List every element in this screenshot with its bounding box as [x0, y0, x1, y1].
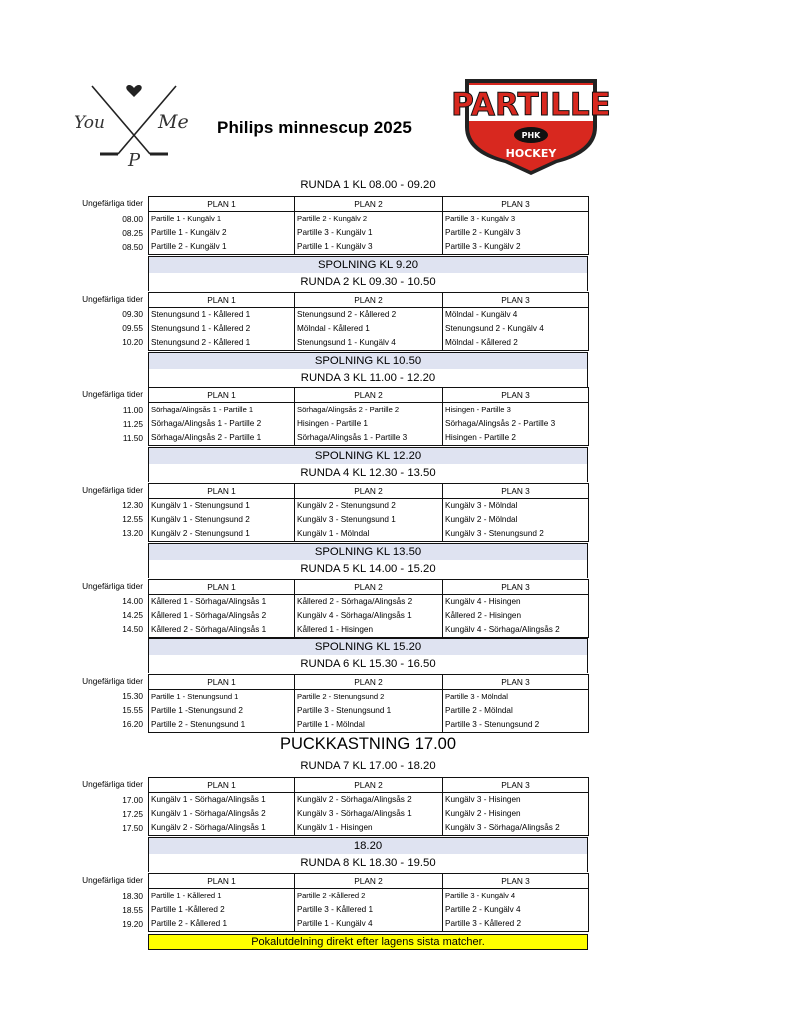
- plan-1-header: PLAN 1: [149, 388, 295, 403]
- match-cell: Kungälv 3 - Sörhaga/Alingsås 1: [297, 809, 412, 818]
- match-cell: Kungälv 1 - Stenungsund 2: [151, 515, 250, 524]
- time-label: 16.20: [122, 719, 143, 729]
- time-label: 17.25: [122, 809, 143, 819]
- match-cell: Stenungsund 1 - Kungälv 4: [297, 338, 396, 347]
- time-label: 18.30: [122, 891, 143, 901]
- time-label: 11.50: [122, 433, 143, 443]
- match-cell: Partille 3 - Kungälv 4: [445, 891, 516, 900]
- match-cell: Sörhaga/Alingsås 1 - Partille 3: [297, 433, 408, 442]
- time-label: 08.00: [122, 214, 143, 224]
- match-cell: Hisingen - Partille 1: [297, 419, 368, 428]
- match-cell: Kungälv 1 - Stenungsund 1: [151, 501, 250, 510]
- match-cell: Kungälv 3 - Stenungsund 2: [445, 529, 544, 538]
- match-cell: Partille 2 - Mölndal: [445, 706, 513, 715]
- times-label: Ungefärliga tider: [82, 676, 143, 686]
- match-cell: Mölndal - Kungälv 4: [445, 310, 518, 319]
- round-5-table: [148, 579, 589, 638]
- round-2-times: [0, 307, 148, 349]
- svg-text:You: You: [74, 113, 105, 133]
- time-label: 12.30: [122, 500, 143, 510]
- match-cell: Kållered 2 - Sörhaga/Alingsås 2: [297, 597, 413, 606]
- match-cell: Kungälv 3 - Stenungsund 1: [297, 515, 396, 524]
- time-label: 09.55: [122, 323, 143, 333]
- match-cell: Partille 2 -Kållered 2: [297, 891, 366, 900]
- match-cell: Partille 1 - Stenungsund 1: [151, 692, 239, 701]
- match-cell: Kungälv 2 - Stenungsund 2: [297, 501, 396, 510]
- match-cell: Partille 2 - Kållered 1: [151, 919, 227, 928]
- plan-3-header: PLAN 3: [443, 675, 589, 690]
- match-cell: Partille 3 - Kungälv 1: [297, 228, 373, 237]
- round-3-title: RUNDA 3 KL 11.00 - 12.20: [148, 369, 588, 387]
- heart-icon: [126, 85, 141, 97]
- match-cell: Mölndal - Kållered 1: [297, 324, 370, 333]
- match-cell: Partille 1 - Kungälv 2: [151, 228, 227, 237]
- times-label: Ungefärliga tider: [82, 875, 143, 885]
- time-label: 12.55: [122, 514, 143, 524]
- round-1-title: RUNDA 1 KL 08.00 - 09.20: [148, 179, 588, 195]
- round-5-times: [0, 594, 148, 636]
- match-cell: Partille 3 - Kållered 2: [445, 919, 521, 928]
- svg-text:P: P: [128, 150, 141, 171]
- match-cell: Kungälv 2 - Mölndal: [445, 515, 518, 524]
- match-cell: Partille 3 - Mölndal: [445, 692, 508, 701]
- award-ceremony-note: Pokalutdelning direkt efter lagens sista matcher.: [148, 934, 588, 950]
- plan-1-header: PLAN 1: [149, 874, 295, 889]
- round-8-table: [148, 873, 589, 932]
- round-4-times: [0, 498, 148, 540]
- plan-1-header: PLAN 1: [149, 778, 295, 793]
- plan-1-header: PLAN 1: [149, 197, 295, 212]
- plan-2-header: PLAN 2: [295, 197, 443, 212]
- svg-text:HOCKEY: HOCKEY: [505, 147, 557, 160]
- match-cell: Partille 1 - Kållered 1: [151, 891, 222, 900]
- svg-text:PHK: PHK: [521, 131, 541, 140]
- match-cell: Partille 3 - Kållered 1: [297, 905, 373, 914]
- plan-3-header: PLAN 3: [443, 293, 589, 308]
- match-cell: Hisingen - Partille 2: [445, 433, 516, 442]
- you-me-logo: [70, 80, 198, 170]
- match-cell: Hisingen - Partille 3: [445, 405, 511, 414]
- times-label: Ungefärliga tider: [82, 779, 143, 789]
- plan-2-header: PLAN 2: [295, 293, 443, 308]
- plan-3-header: PLAN 3: [443, 197, 589, 212]
- round-8-title: RUNDA 8 KL 18.30 - 19.50: [148, 854, 588, 872]
- resurfacing-banner: SPOLNING KL 13.50: [148, 543, 588, 560]
- plan-2-header: PLAN 2: [295, 484, 443, 499]
- time-label: 19.20: [122, 919, 143, 929]
- round-3-table: [148, 387, 589, 446]
- match-cell: Partille 1 -Kållered 2: [151, 905, 225, 914]
- round-6-title: RUNDA 6 KL 15.30 - 16.50: [148, 655, 588, 673]
- match-cell: Kungälv 1 - Hisingen: [297, 823, 373, 832]
- match-cell: Partille 1 - Kungälv 1: [151, 214, 222, 223]
- match-cell: Kungälv 2 - Stenungsund 1: [151, 529, 250, 538]
- match-cell: Kungälv 2 - Sörhaga/Alingsås 1: [151, 823, 266, 832]
- match-cell: Partille 3 - Stenungsund 2: [445, 720, 540, 729]
- match-cell: Partille 2 - Kungälv 1: [151, 242, 227, 251]
- match-cell: Partille 1 - Kungälv 3: [297, 242, 373, 251]
- resurfacing-banner: SPOLNING KL 12.20: [148, 447, 588, 464]
- round-8-times: [0, 889, 148, 931]
- plan-2-header: PLAN 2: [295, 874, 443, 889]
- match-cell: Kungälv 4 - Sörhaga/Alingsås 1: [297, 611, 412, 620]
- round-4-table: [148, 483, 589, 542]
- match-cell: Stenungsund 2 - Kungälv 4: [445, 324, 544, 333]
- match-cell: Stenungsund 1 - Kållered 2: [151, 324, 251, 333]
- time-label: 15.55: [122, 705, 143, 715]
- match-cell: Partille 2 - Stenungsund 1: [151, 720, 246, 729]
- time-label: 09.30: [122, 309, 143, 319]
- match-cell: Partille 1 - Kungälv 4: [297, 919, 373, 928]
- match-cell: Stenungsund 2 - Kållered 2: [297, 310, 397, 319]
- plan-2-header: PLAN 2: [295, 388, 443, 403]
- match-cell: Kungälv 4 - Hisingen: [445, 597, 521, 606]
- match-cell: Partille 2 - Kungälv 3: [445, 228, 521, 237]
- time-label: 17.50: [122, 823, 143, 833]
- match-cell: Partille 3 - Stenungsund 1: [297, 706, 392, 715]
- match-cell: Kållered 1 - Sörhaga/Alingsås 1: [151, 597, 267, 606]
- match-cell: Partille 3 - Kungälv 3: [445, 214, 516, 223]
- match-cell: Sörhaga/Alingsås 2 - Partille 1: [151, 433, 262, 442]
- plan-2-header: PLAN 2: [295, 675, 443, 690]
- round-2-table: [148, 292, 589, 351]
- time-label: 18.55: [122, 905, 143, 915]
- partille-hockey-logo: [451, 75, 611, 177]
- round-7-table: [148, 777, 589, 836]
- match-cell: Stenungsund 1 - Kållered 1: [151, 310, 251, 319]
- time-label: 08.25: [122, 228, 143, 238]
- round-6-times: [0, 689, 148, 731]
- time-label: 11.25: [122, 419, 143, 429]
- time-label: 13.20: [122, 528, 143, 538]
- match-cell: Kungälv 1 - Mölndal: [297, 529, 370, 538]
- time-label: 15.30: [122, 691, 143, 701]
- match-cell: Stenungsund 2 - Kållered 1: [151, 338, 251, 347]
- time-label: 14.50: [122, 624, 143, 634]
- resurfacing-banner: SPOLNING KL 15.20: [148, 638, 588, 655]
- times-label: Ungefärliga tider: [82, 485, 143, 495]
- plan-1-header: PLAN 1: [149, 675, 295, 690]
- match-cell: Kungälv 1 - Sörhaga/Alingsås 2: [151, 809, 266, 818]
- match-cell: Kungälv 3 - Sörhaga/Alingsås 2: [445, 823, 560, 832]
- match-cell: Partille 3 - Kungälv 2: [445, 242, 521, 251]
- resurfacing-banner: SPOLNING KL 9.20: [148, 256, 588, 273]
- times-label: Ungefärliga tider: [82, 198, 143, 208]
- partille-shield-icon: [451, 75, 611, 177]
- round-7-title: RUNDA 7 KL 17.00 - 18.20: [148, 760, 588, 776]
- round-1-times: [0, 212, 148, 254]
- svg-text:Me: Me: [158, 111, 189, 133]
- time-label: 14.00: [122, 596, 143, 606]
- time-label: 17.00: [122, 795, 143, 805]
- plan-1-header: PLAN 1: [149, 484, 295, 499]
- match-cell: Sörhaga/Alingsås 2 - Partille 2: [297, 405, 400, 414]
- round-6-table: [148, 674, 589, 733]
- plan-3-header: PLAN 3: [443, 388, 589, 403]
- plan-2-header: PLAN 2: [295, 580, 443, 595]
- match-cell: Kungälv 3 - Hisingen: [445, 795, 521, 804]
- match-cell: Kungälv 3 - Mölndal: [445, 501, 518, 510]
- match-cell: Kållered 2 - Sörhaga/Alingsås 1: [151, 625, 267, 634]
- round-3-times: [0, 403, 148, 445]
- plan-3-header: PLAN 3: [443, 778, 589, 793]
- match-cell: Kungälv 2 - Hisingen: [445, 809, 521, 818]
- match-cell: Partille 2 - Kungälv 4: [445, 905, 521, 914]
- times-label: Ungefärliga tider: [82, 389, 143, 399]
- match-cell: Partille 2 - Kungälv 2: [297, 214, 368, 223]
- time-label: 08.50: [122, 242, 143, 252]
- round-5-title: RUNDA 5 KL 14.00 - 15.20: [148, 560, 588, 578]
- match-cell: Kållered 1 - Hisingen: [297, 625, 374, 634]
- match-cell: Kållered 2 - Hisingen: [445, 611, 522, 620]
- round-7-times: [0, 793, 148, 835]
- resurfacing-banner: SPOLNING KL 10.50: [148, 352, 588, 369]
- resurfacing-banner: 18.20: [148, 837, 588, 854]
- plan-1-header: PLAN 1: [149, 293, 295, 308]
- match-cell: Kungälv 4 - Sörhaga/Alingsås 2: [445, 625, 560, 634]
- match-cell: Sörhaga/Alingsås 1 - Partille 2: [151, 419, 262, 428]
- times-label: Ungefärliga tider: [82, 581, 143, 591]
- crossed-sticks-icon: [70, 80, 198, 170]
- match-cell: Partille 1 -Stenungsund 2: [151, 706, 243, 715]
- times-label: Ungefärliga tider: [82, 294, 143, 304]
- round-2-title: RUNDA 2 KL 09.30 - 10.50: [148, 273, 588, 291]
- match-cell: Sörhaga/Alingsås 2 - Partille 3: [445, 419, 556, 428]
- plan-1-header: PLAN 1: [149, 580, 295, 595]
- puck-drop-heading: PUCKKASTNING 17.00: [279, 735, 457, 753]
- plan-3-header: PLAN 3: [443, 874, 589, 889]
- svg-text:PARTILLE: PARTILLE: [451, 87, 611, 123]
- round-1-table: [148, 196, 589, 255]
- time-label: 11.00: [122, 405, 143, 415]
- time-label: 14.25: [122, 610, 143, 620]
- match-cell: Kungälv 2 - Sörhaga/Alingsås 2: [297, 795, 412, 804]
- match-cell: Sörhaga/Alingsås 1 - Partille 1: [151, 405, 254, 414]
- match-cell: Mölndal - Kållered 2: [445, 338, 518, 347]
- plan-3-header: PLAN 3: [443, 580, 589, 595]
- match-cell: Kungälv 1 - Sörhaga/Alingsås 1: [151, 795, 266, 804]
- page-title: Philips minnescup 2025: [217, 118, 412, 137]
- time-label: 10.20: [122, 337, 143, 347]
- match-cell: Partille 2 - Stenungsund 2: [297, 692, 385, 701]
- match-cell: Kållered 1 - Sörhaga/Alingsås 2: [151, 611, 267, 620]
- match-cell: Partille 1 - Mölndal: [297, 720, 365, 729]
- plan-2-header: PLAN 2: [295, 778, 443, 793]
- round-4-title: RUNDA 4 KL 12.30 - 13.50: [148, 464, 588, 482]
- plan-3-header: PLAN 3: [443, 484, 589, 499]
